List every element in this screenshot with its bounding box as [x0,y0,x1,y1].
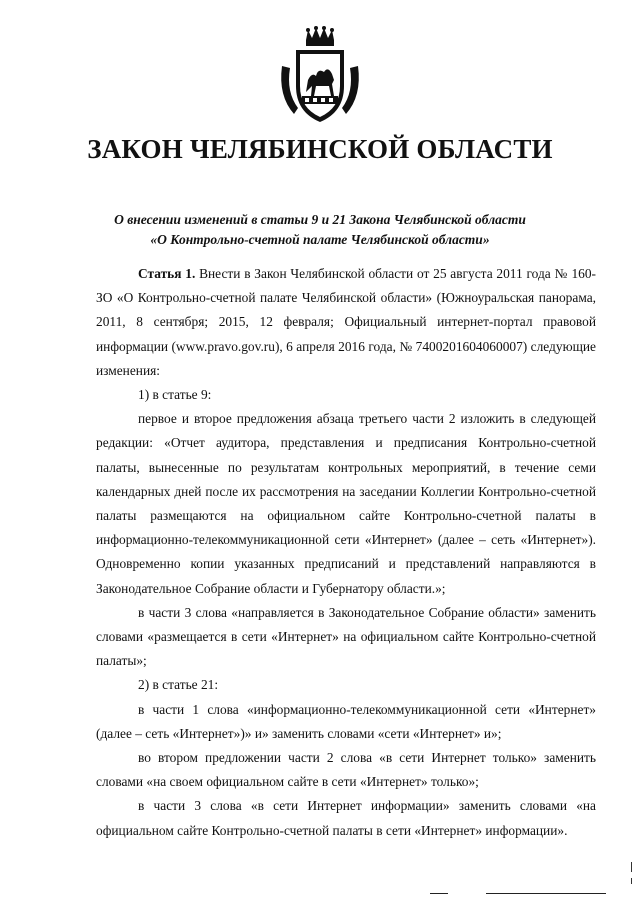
scan-artifact-line [430,893,448,894]
subtitle-line-1: О внесении изменений в статьи 9 и 21 Закона Челябинской области [114,212,526,227]
scan-artifact-line [486,893,606,894]
article-intro: Внести в Закон Челябинской области от 25 августа 2011 года № 160-ЗО «О Контрольно-счетной палате Челябинской области» (Южноуральская панорама, 2011, 8 сентября; 2015, 12 февраля; Официальный интернет-портал правовой информации (www.pravo.gov.ru), 6 апреля 2016 года, № 7400201604060007) следующие изменения: [96,266,596,378]
article-1-paragraph [96,262,596,383]
item-2-heading: 2) в статье 21: [138,677,219,693]
item-1-paragraph-2: в части 3 слова «направляется в Законодательное Собрание области» заменить словами «размещается в сети «Интернет» на официальном сайте Контрольно-счетной палаты»; [96,604,596,669]
article-label: Статья 1. [138,266,196,281]
document-subtitle [0,210,640,250]
document-body [96,262,596,843]
item-2-paragraph-2: во втором предложении части 2 слова «в сети Интернет только» заменить словами «на своем официальном сайте в сети «Интернет» только»; [96,750,596,790]
item-2-paragraph-1: в части 1 слова «информационно-телекоммуникационной сети «Интернет» (далее – сеть «Интернет»)» и» заменить словами «сети «Интернет» и»; [96,701,596,741]
coat-of-arms-icon [272,26,368,126]
item-1-paragraph-1: первое и второе предложения абзаца третьего части 2 изложить в следующей редакции: «Отчет аудитора, представления и предписания Контрольно-счетной палаты, вынесенные по результатам контрольных мероприятий, в течение семи календарных дней после их рассмотрения на заседании Коллегии Контрольно-счетной палаты размещаются на официальном сайте Контрольно-счетной палаты в информационно-телекоммуникационной сети «Интернет» (далее – сеть «Интернет»). Одновременно копии указанных предписаний и представлений направляются в Законодательное Собрание области и Губернатору области.»; [96,411,596,596]
scan-edge-mark [631,862,632,872]
scan-edge-mark [631,878,632,884]
document-title: ЗАКОН ЧЕЛЯБИНСКОЙ ОБЛАСТИ [87,134,553,164]
subtitle-line-2: «О Контрольно-счетной палате Челябинской области» [150,232,490,247]
item-2-paragraph-3: в части 3 слова «в сети Интернет информации» заменить словами «на официальном сайте Контрольно-счетной палаты в сети «Интернет» информации». [96,798,596,838]
item-1-heading: 1) в статье 9: [138,387,212,403]
